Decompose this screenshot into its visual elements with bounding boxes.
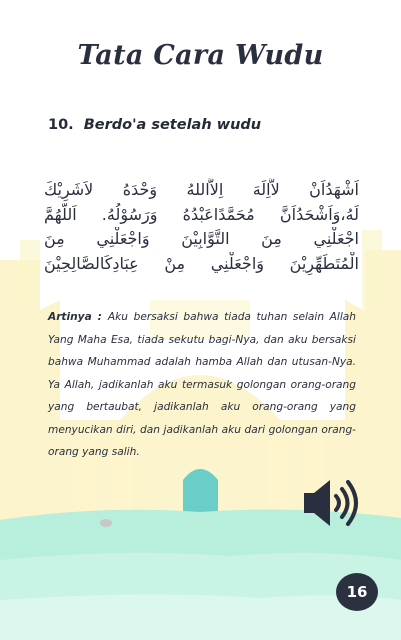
speaker-volume-icon[interactable] bbox=[302, 476, 364, 530]
translation-label: Artinya : bbox=[48, 311, 102, 323]
step-heading bbox=[48, 117, 261, 133]
step-number: 10. bbox=[48, 117, 74, 133]
arabic-line: اَشْهَدُاَنْ لاَّاِلَهَ اِلاَّاللهُ وَحْدَهُ لاَشَرِيْكَ bbox=[44, 180, 359, 199]
arabic-line: الْمُتَطَهِّرِيْنَ وَاجْعَلْنِي مِنْ عِبَادِكَالصَّالِحِيْنَ bbox=[44, 253, 359, 273]
translation-text: Aku bersaksi bahwa tiada tuhan selain Allah Yang Maha Esa, tiada sekutu bagi-Nya, dan aku bersaksi bahwa Muhammad adalah hamba Allah dan utusan-Nya. Ya Allah, jadikanlah aku termasuk golongan orang-orang yang bertaubat, jadikanlah aku orang-orang yang menyucikan diri, dan jadikanlah aku dari golongan orang-orang yang salih. bbox=[48, 311, 357, 458]
arabic-line: لَهُ،وَاَشْحَدُاَنَّ مُحَمَّدًاعَبْدُهُ وَرَسُوْلُهُ. اَللَّهُمَّ bbox=[44, 204, 359, 224]
page-title: Tata Cara Wudu bbox=[77, 40, 324, 71]
page-number-badge: 16 bbox=[336, 573, 378, 611]
arabic-line: اجْعَلْنِي مِنَ التَّوَّابِيْنَ وَاجْعَلْنِي مِنَ bbox=[44, 229, 359, 248]
arabic-prayer-text bbox=[44, 178, 359, 276]
translation-paragraph bbox=[48, 306, 356, 464]
step-title: Berdo'a setelah wudu bbox=[83, 117, 262, 133]
